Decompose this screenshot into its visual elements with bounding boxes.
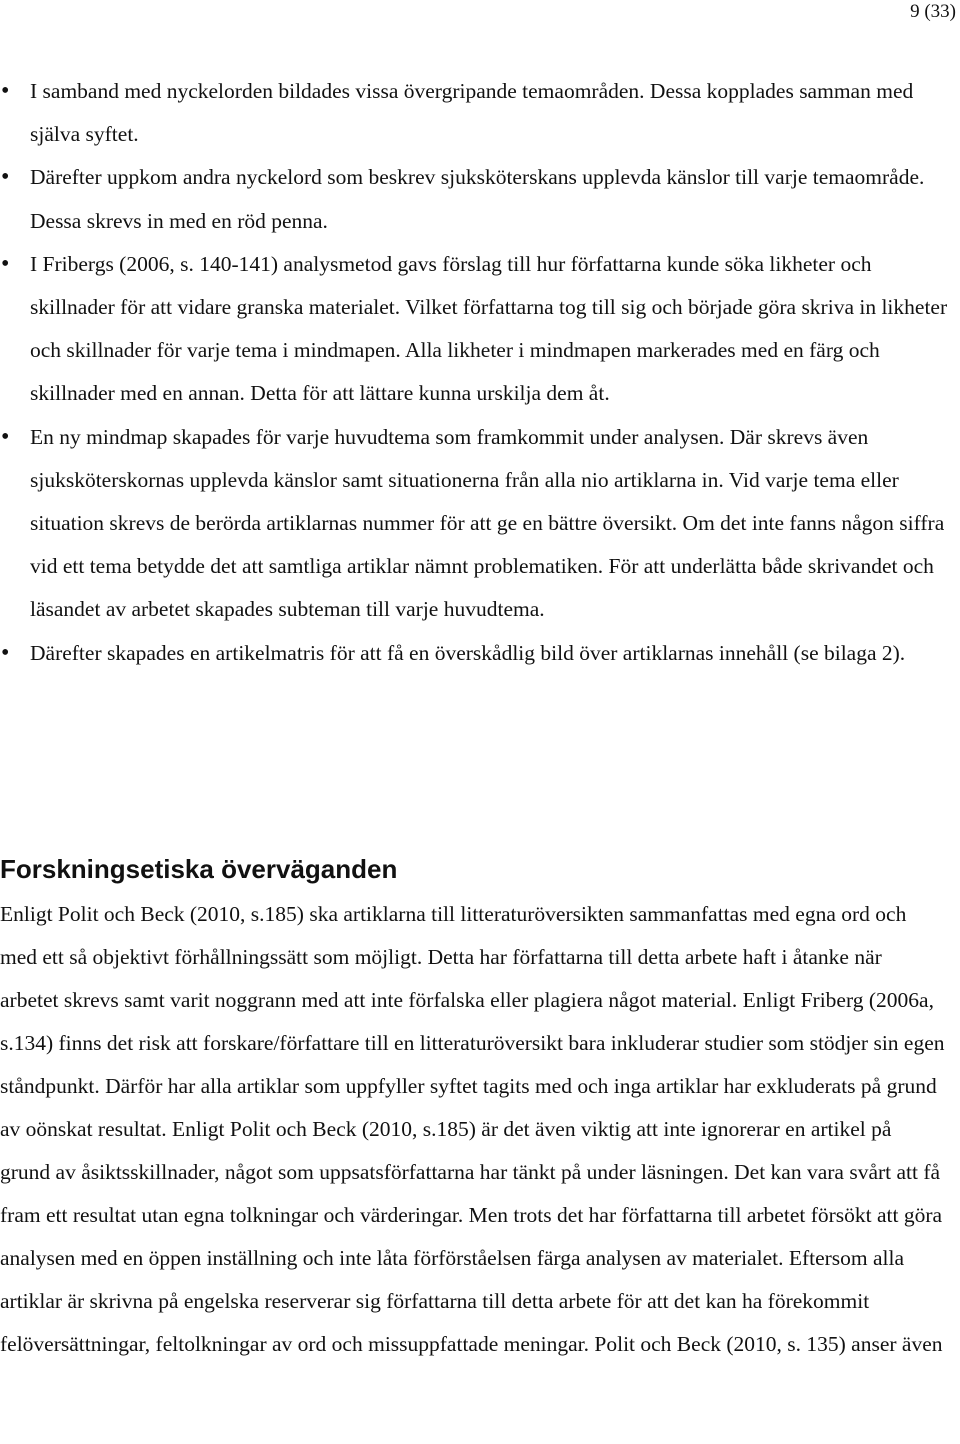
list-item: • I Fribergs (2006, s. 140-141) analysmetod gavs förslag till hur författarna kunde söka likheter och skillnader för att vidare granska materialet. Vilket författarna tog till sig och började göra skriva in likheter och skillnader för varje tema i mindmapen. Alla likheter i mindmapen markerades med en färg och skillnader med en annan. Detta för att lättare kunna urskilja dem åt. — [0, 243, 950, 416]
method-steps-list — [0, 70, 950, 675]
page-number: 9 (33) — [910, 1, 956, 22]
list-item: • En ny mindmap skapades för varje huvudtema som framkommit under analysen. Där skrevs även sjuksköterskornas upplevda känslor samt situationerna från alla nio artiklarna in. Vid varje tema eller situation skrevs de berörda artiklarnas nummer för att ge en bättre översikt. Om det inte fanns någon siffra vid ett tema betydde det att samtliga artiklar nämnt problematiken. För att underlätta både skrivandet och läsandet av arbetet skapades subteman till varje huvudtema. — [0, 416, 950, 632]
list-item: • I samband med nyckelorden bildades vissa övergripande temaområden. Dessa kopplades samman med själva syftet. — [0, 70, 950, 156]
list-item: • Därefter skapades en artikelmatris för att få en överskådlig bild över artiklarnas innehåll (se bilaga 2). — [0, 632, 950, 675]
body-paragraph: Enligt Polit och Beck (2010, s.185) ska artiklarna till litteraturöversikten sammanfattas med egna ord och med ett så objektivt förhållningssätt som möjligt. Detta har författarna till detta arbete haft i åtanke när arbetet skrevs samt varit noggrann med att inte förfalska eller plagiera något material. Enligt Friberg (2006a, s.134) finns det risk att forskare/författare till en litteraturöversikt bara inkluderar studier som stödjer sin egen ståndpunkt. Därför har alla artiklar som uppfyller syftet tagits med och inga artiklar har exkluderats på grund av oönskat resultat. Enligt Polit och Beck (2010, s.185) är det även viktig att inte ignorerar en artikel på grund av åsiktsskillnader, något som uppsatsförfattarna har tänkt på under läsningen. Det kan vara svårt att få fram ett resultat utan egna tolkningar och värderingar. Men trots det har författarna till arbetet försökt att göra analysen med en öppen inställning och inte låta förförståelsen färga analysen av materialet. Eftersom alla artiklar är skrivna på engelska reserverar sig författarna till detta arbete för att det kan ha förekommit felöversättningar, feltolkningar av ord och missuppfattade meningar. Polit och Beck (2010, s. 135) anser även — [0, 902, 945, 1356]
section-heading: Forskningsetiska överväganden — [0, 854, 398, 884]
list-item: • Därefter uppkom andra nyckelord som beskrev sjuksköterskans upplevda känslor till varje temaområde. Dessa skrevs in med en röd penna. — [0, 156, 950, 242]
